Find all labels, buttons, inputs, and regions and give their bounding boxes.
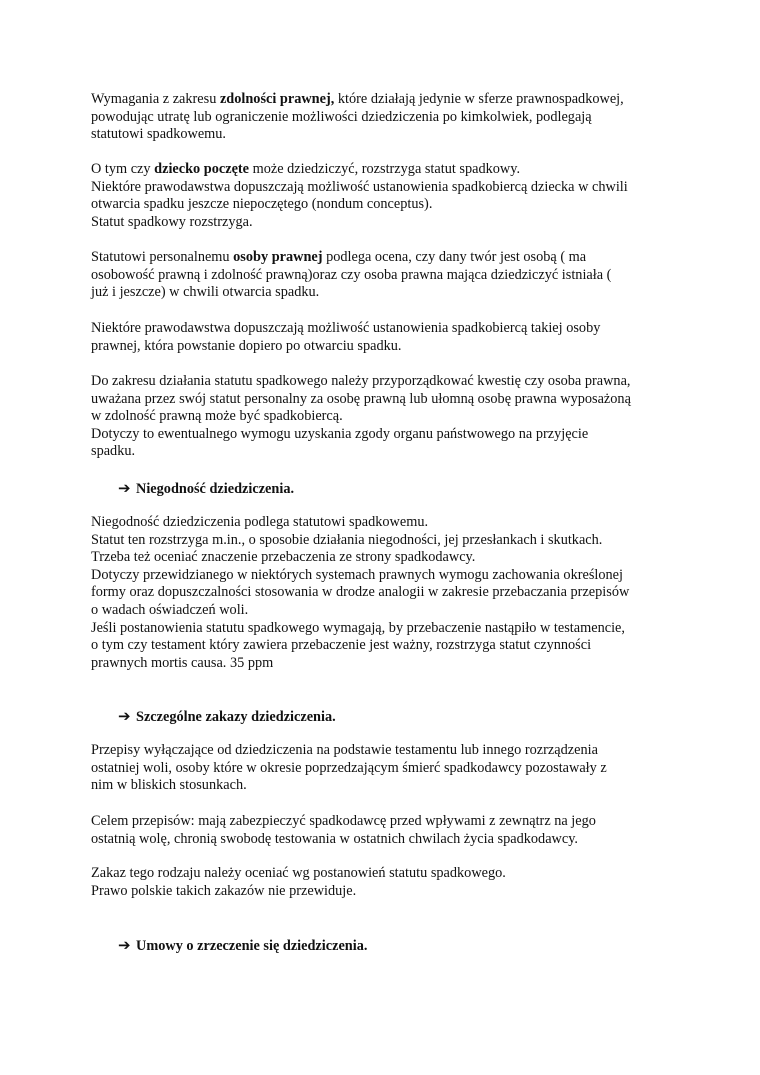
- text-line: Przepisy wyłączające od dziedziczenia na podstawie testamentu lub innego rozrządzenia: [91, 742, 598, 758]
- paragraph-scope-of-statute: [91, 373, 671, 461]
- text-line: Zakaz tego rodzaju należy oceniać wg postanowień statutu spadkowego.: [91, 865, 506, 881]
- text-line: w zdolność prawną może być spadkobiercą.: [91, 408, 343, 425]
- text-line: prawnej, która powstanie dopiero po otwarciu spadku.: [91, 337, 402, 354]
- text-line: już i jeszcze) w chwili otwarcia spadku.: [91, 284, 320, 301]
- text-line: otwarcia spadku jeszcze niepoczętego (nondum conceptus).: [91, 196, 433, 213]
- bold-term: dziecko poczęte: [154, 161, 250, 177]
- text-line: osobowość prawną i zdolność prawną)oraz czy osoba prawna mająca dziedziczyć istniała (: [91, 266, 612, 283]
- text-line: Niegodność dziedziczenia podlega statutowi spadkowemu.: [91, 514, 429, 530]
- text-line: ostatniej woli, osoby które w okresie poprzedzającym śmierć spadkodawcy pozostawały z: [91, 759, 607, 776]
- paragraph-prohibition-assessment: [91, 865, 671, 900]
- paragraph-future-legal-person: [91, 320, 671, 355]
- paragraph-conceived-child: [91, 161, 671, 231]
- text-line: statutowi spadkowemu.: [91, 126, 227, 143]
- bold-term: osoby prawnej: [233, 249, 323, 265]
- arrow-right-icon: ➔: [118, 707, 131, 725]
- paragraph-unworthiness: [91, 514, 671, 672]
- text-line: Do zakresu działania statutu spadkowego należy przyporządkować kwestię czy osoba prawna,: [91, 373, 631, 389]
- text-line: Niektóre prawodawstwa dopuszczają możliwość ustanowienia spadkobiercą takiej osoby: [91, 320, 601, 336]
- text-line: Niektóre prawodawstwa dopuszczają możliwość ustanowienia spadkobiercą dziecka w chwili: [91, 178, 628, 195]
- text-line: nim w bliskich stosunkach.: [91, 777, 247, 794]
- text-line: powodując utratę lub ograniczenie możliwości dziedziczenia po kimkolwiek, podlegają: [91, 108, 592, 125]
- text-line: ostatnią wolę, chronią swobodę testowania w ostatnich chwilach życia spadkodawcy.: [91, 830, 579, 847]
- text-line: O tym czy dziecko poczęte może dziedziczyć, rozstrzyga statut spadkowy.: [91, 161, 521, 177]
- text-line: formy oraz dopuszczalności stosowania w drodze analogii w zakresie przebaczania przepisów: [91, 584, 630, 601]
- text-line: Dotyczy to ewentualnego wymogu uzyskania zgody organu państwowego na przyjęcie: [91, 425, 589, 442]
- text-line: Wymagania z zakresu zdolności prawnej, które działają jedynie w sferze prawnospadkowej,: [91, 91, 624, 107]
- text-line: Statut ten rozstrzyga m.in., o sposobie działania niegodności, jej przesłankach i skutkach.: [91, 531, 603, 548]
- text-line: uważana przez swój statut personalny za osobę prawną lub ułomną osobę prawna wyposażoną: [91, 390, 631, 407]
- text-line: Statutowi personalnemu osoby prawnej podlega ocena, czy dany twór jest osobą ( ma: [91, 249, 587, 265]
- text-line: Trzeba też oceniać znaczenie przebaczenia ze strony spadkodawcy.: [91, 549, 476, 566]
- text-line: spadku.: [91, 443, 136, 460]
- paragraph-exclusion-provisions: [91, 742, 671, 795]
- paragraph-purpose-of-provisions: [91, 813, 671, 848]
- paragraph-legal-person: [91, 249, 671, 302]
- section-heading-unworthiness: ➔ Niegodność dziedziczenia.: [118, 479, 295, 497]
- text-line: prawnych mortis causa. 35 ppm: [91, 654, 274, 671]
- text-line: Prawo polskie takich zakazów nie przewiduje.: [91, 882, 357, 899]
- text-line: o wadach oświadczeń woli.: [91, 601, 249, 618]
- bold-term: zdolności prawnej,: [219, 91, 335, 107]
- text-line: Celem przepisów: mają zabezpieczyć spadkodawcę przed wpływami z zewnątrz na jego: [91, 813, 596, 829]
- paragraph-legal-capacity: [91, 91, 671, 144]
- arrow-right-icon: ➔: [118, 479, 131, 497]
- section-heading-renunciation-agreements: ➔ Umowy o zrzeczenie się dziedziczenia.: [118, 936, 368, 954]
- text-line: Statut spadkowy rozstrzyga.: [91, 213, 253, 230]
- text-line: Jeśli postanowienia statutu spadkowego wymagają, by przebaczenie nastąpiło w testamencie,: [91, 619, 625, 636]
- text-line: o tym czy testament który zawiera przebaczenie jest ważny, rozstrzyga statut czynności: [91, 637, 592, 654]
- arrow-right-icon: ➔: [118, 936, 131, 954]
- text-line: Dotyczy przewidzianego w niektórych systemach prawnych wymogu zachowania określonej: [91, 566, 623, 583]
- section-heading-special-prohibitions: ➔ Szczególne zakazy dziedziczenia.: [118, 707, 336, 725]
